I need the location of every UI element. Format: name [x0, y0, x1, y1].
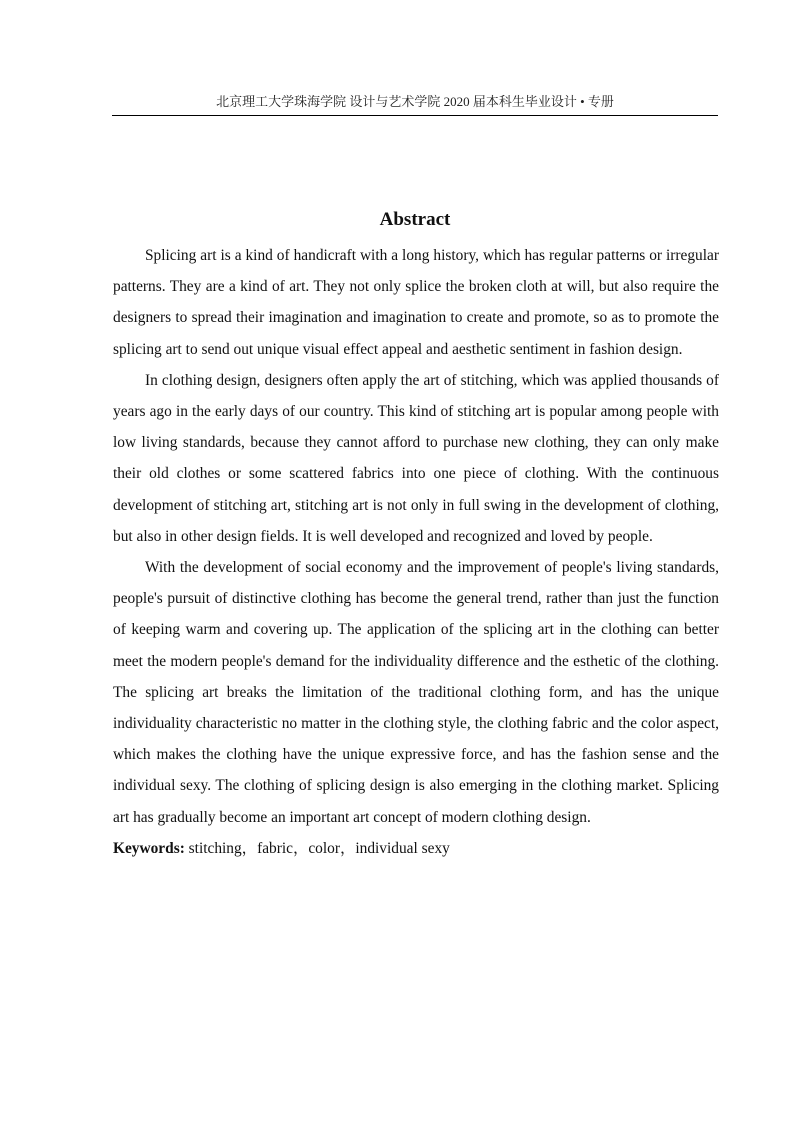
abstract-paragraph-1: Splicing art is a kind of handicraft with a long history, which has regular patterns or irregular patterns. They are a kind of art. They not only splice the broken cloth at will, but also require the designers to spread their imagination and imagination to create and promote, so as to promote the splicing art to send out unique visual effect appeal and aesthetic sentiment in fashion design.: [113, 247, 719, 358]
keywords-label: Keywords:: [113, 839, 185, 857]
abstract-paragraph-2: In clothing design, designers often apply the art of stitching, which was applied thousands of years ago in the early days of our country. This kind of stitching art is popular among people with low living standards, because they cannot afford to purchase new clothing, they can only make their old clothes or some scattered fabrics into one piece of clothing. With the continuous development of stitching art, stitching art is not only in full swing in the development of clothing, but also in other design fields. It is well developed and recognized and loved by people.: [113, 371, 719, 545]
keywords-list: stitching，fabric，color，individual sexy: [184, 839, 450, 857]
abstract-title: Abstract: [379, 209, 451, 230]
abstract-body: [113, 240, 719, 864]
running-header-text: 北京理工大学珠海学院 设计与艺术学院 2020 届本科生毕业设计 • 专册: [216, 94, 614, 109]
keywords-line: [113, 833, 719, 864]
abstract-paragraph-3: With the development of social economy and the improvement of people's living standards, people's pursuit of distinctive clothing has become the general trend, rather than just the function of keeping warm and covering up. The application of the splicing art in the clothing can better meet the modern people's demand for the individuality difference and the esthetic of the clothing. The splicing art breaks the limitation of the traditional clothing form, and has the unique individuality characteristic no matter in the clothing style, the clothing fabric and the color aspect, which makes the clothing have the unique expressive force, and has the fashion sense and the individual sexy. The clothing of splicing design is also emerging in the clothing market. Splicing art has gradually become an important art concept of modern clothing design.: [113, 559, 719, 826]
running-header: [112, 92, 718, 116]
